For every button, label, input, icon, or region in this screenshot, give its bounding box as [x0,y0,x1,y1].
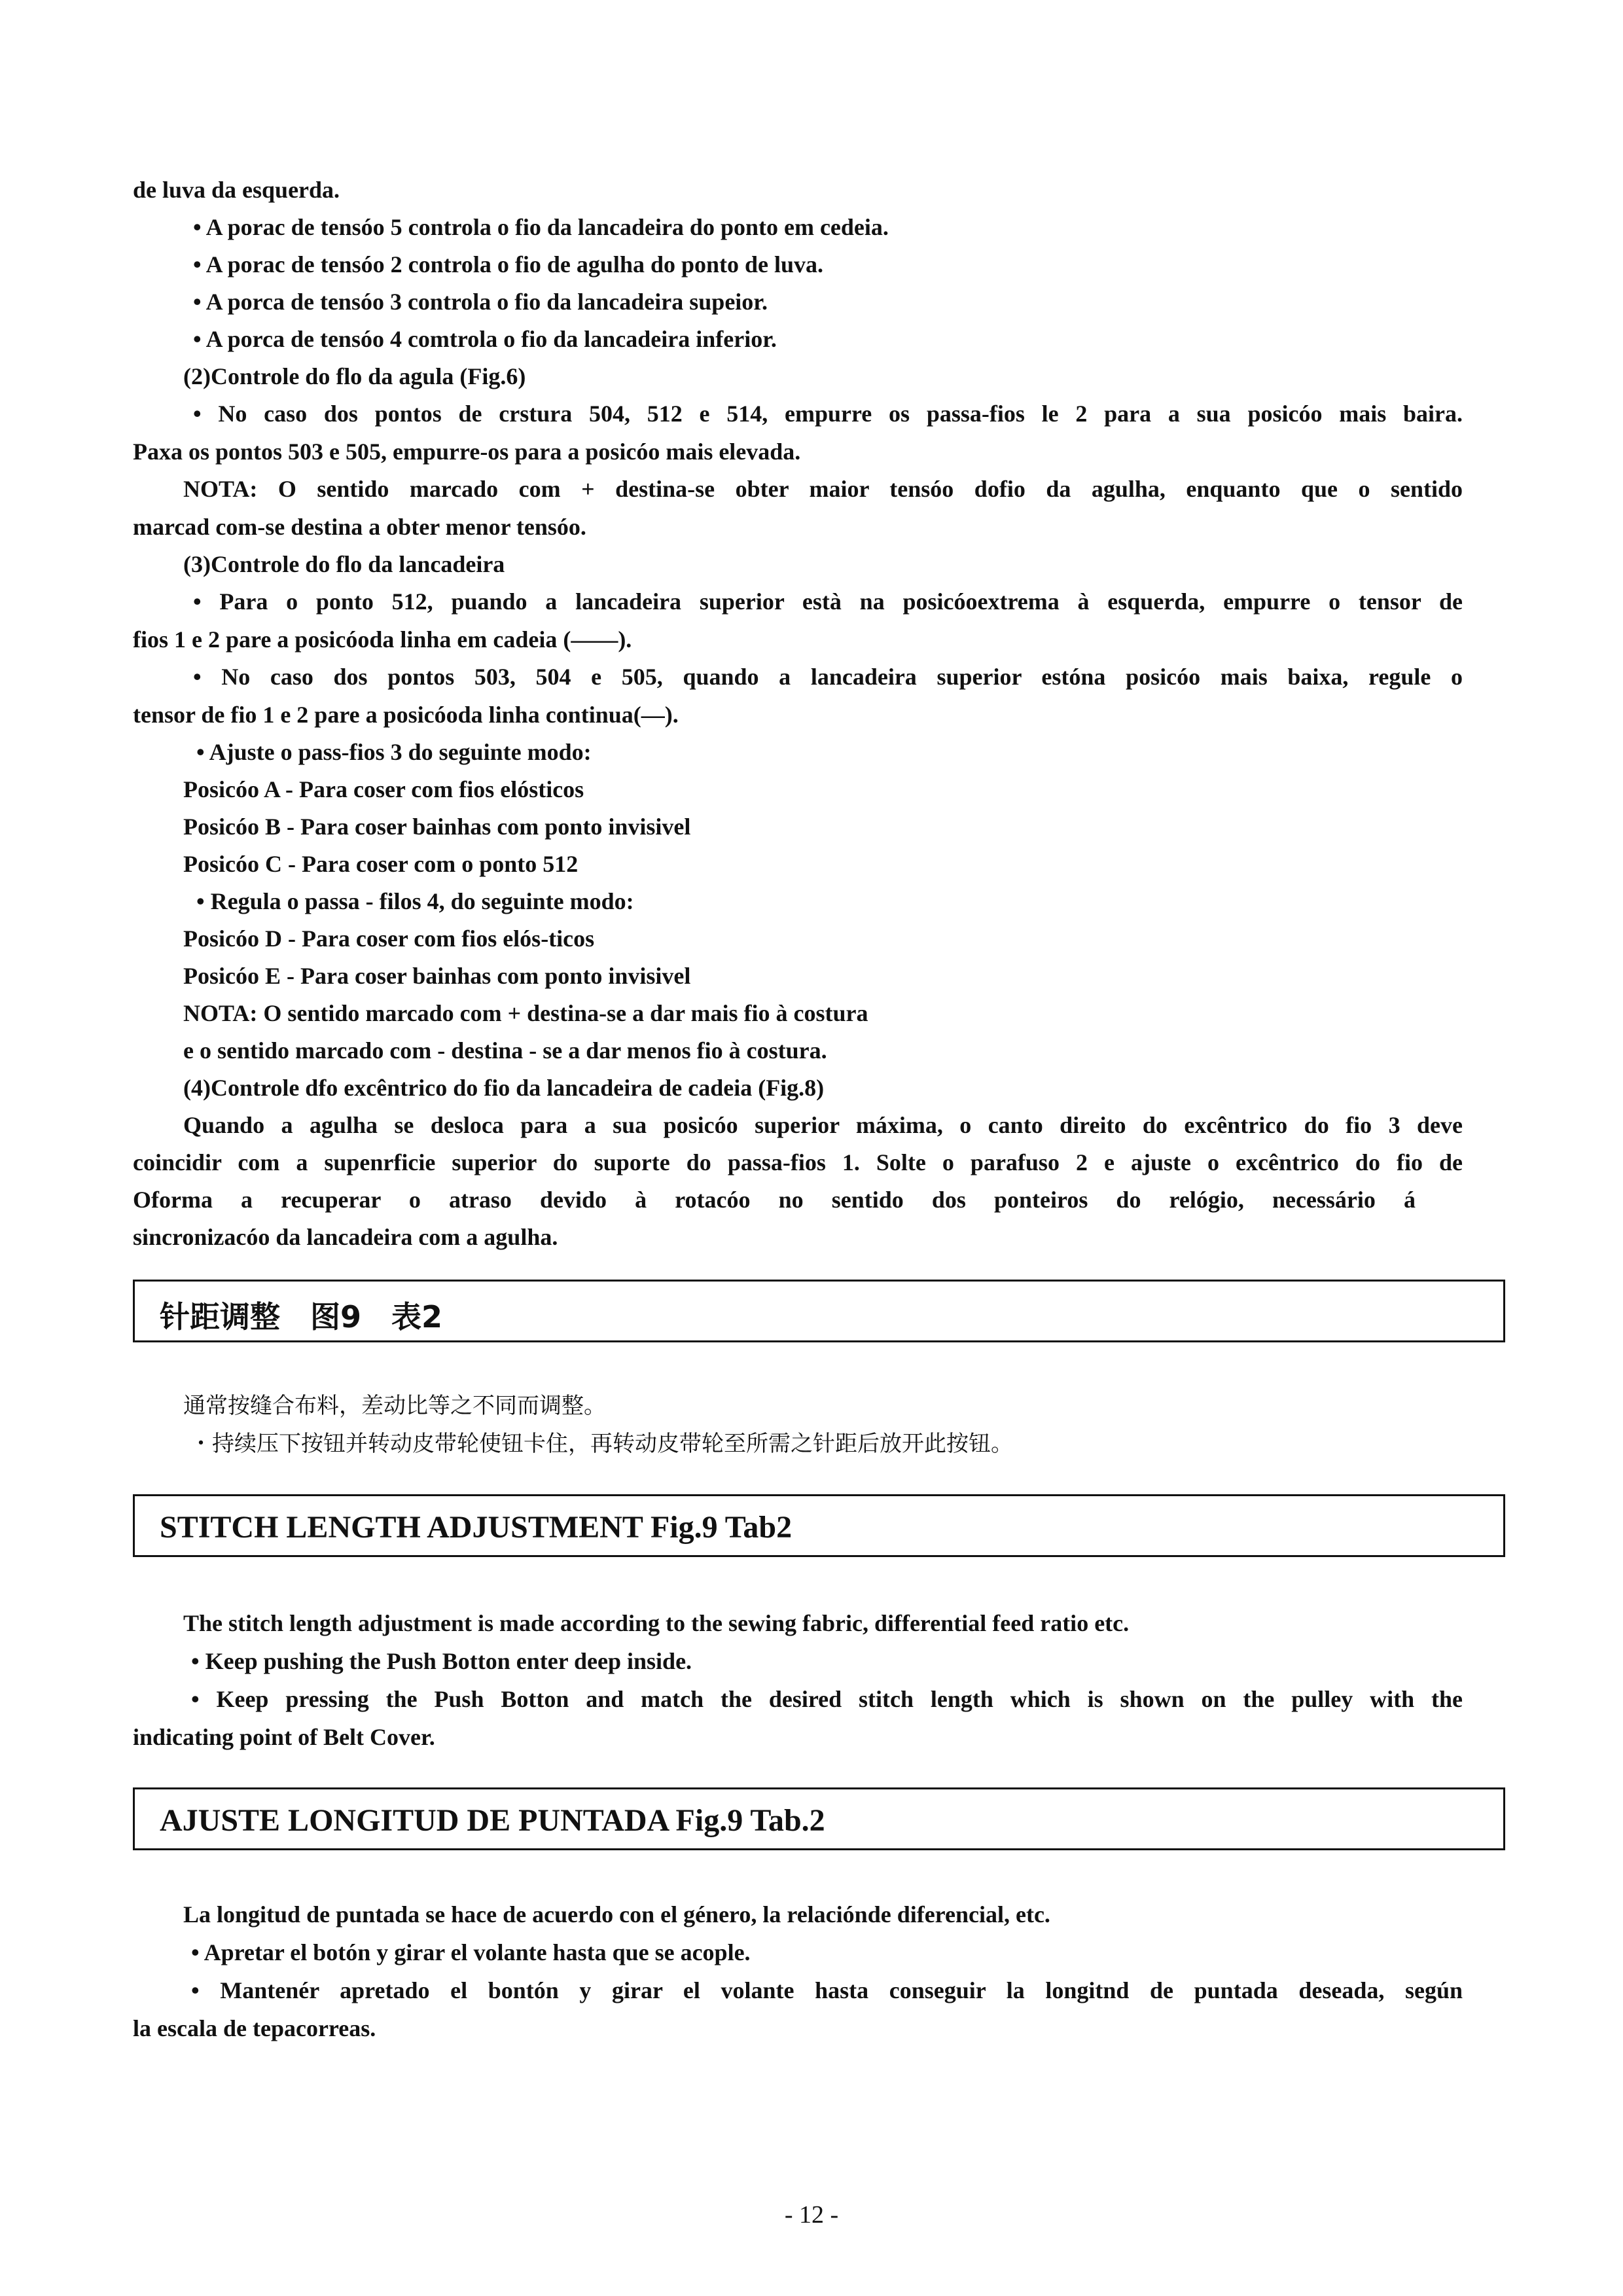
pt-line: e o sentido marcado com - destina - se a dar menos fio à costura. [183,1037,827,1064]
pt-line: Oforma a recuperar o atraso devido à rotacóo no sentido dos ponteiros do relógio, necessário á [133,1187,1416,1213]
pt-line: • A porca de tensóo 4 comtrola o fio da lancadeira inferior. [193,326,777,352]
pt-line: Paxa os pontos 503 e 505, empurre-os para a posicóo mais elevada. [133,439,801,465]
spanish-heading: AJUSTE LONGITUD DE PUNTADA Fig.9 Tab.2 [160,1803,825,1838]
pt-line: tensor de fio 1 e 2 pare a posicóoda linha continua(—). [133,702,679,728]
pt-line: • Regula o passa - filos 4, do seguinte modo: [196,888,634,914]
pt-line: • A porac de tensóo 2 controla o fio de agulha do ponto de luva. [193,251,824,278]
cn-line: 通常按缝合布料，差动比等之不同而调整。 [183,1393,606,1419]
en-line: • Keep pushing the Push Botton enter deep inside. [191,1648,692,1674]
pt-line: sincronizacóo da lancadeira com a agulha. [133,1224,558,1250]
pt-subheading: (2)Controle do flo da agula (Fig.6) [183,363,526,389]
pt-line: Posicóo B - Para coser bainhas com ponto invisivel [183,814,691,840]
es-line: • Apretar el botón y girar el volante hasta que se acople. [191,1939,751,1965]
en-line: • Keep pressing the Push Botton and match the desired stitch length which is shown on the pulley with the [191,1686,1463,1712]
pt-line: • A porca de tensóo 3 controla o fio da lancadeira supeior. [193,289,768,315]
pt-note: NOTA: O sentido marcado com + destina-se obter maior tensóo dofio da agulha, enquanto que o sentido [183,476,1463,502]
pt-line: Quando a agulha se desloca para a sua posicóo superior máxima, o canto direito do excêntrico do fio 3 deve [183,1112,1463,1138]
chinese-heading: 针距调整 图9 表2 [160,1299,443,1335]
pt-line: Posicóo A - Para coser com fios elósticos [183,776,584,802]
pt-line: • A porac de tensóo 5 controla o fio da lancadeira do ponto em cedeia. [193,214,889,240]
pt-line: • Ajuste o pass-fios 3 do seguinte modo: [196,739,592,765]
page-number: - 12 - [784,2201,839,2229]
pt-note: NOTA: O sentido marcado com + destina-se a dar mais fio à costura [183,1000,868,1026]
pt-line: coincidir com a supenrficie superior do suporte do passa-fios 1. Solte o parafuso 2 e ajuste o excêntrico do fio de [133,1149,1463,1175]
es-line: La longitud de puntada se hace de acuerdo con el género, la relaciónde diferencial, etc. [183,1901,1050,1928]
es-line: la escala de tepacorreas. [133,2015,376,2041]
es-line: • Mantenér apretado el bontón y girar el volante hasta conseguir la longitnd de puntada deseada, según [191,1977,1463,2003]
en-line: The stitch length adjustment is made according to the sewing fabric, differential feed ratio etc. [183,1610,1130,1636]
en-line: indicating point of Belt Cover. [133,1724,435,1750]
spanish-heading-box [133,1787,1505,1850]
pt-line: • Para o ponto 512, puando a lancadeira superior està na posicóoextrema à esquerda, empurre o tensor de [193,588,1463,615]
pt-line: Posicóo C - Para coser com o ponto 512 [183,851,579,877]
pt-line: • No caso dos pontos 503, 504 e 505, quando a lancadeira superior estóna posicóo mais baixa, regule o [193,664,1463,690]
pt-line: de luva da esquerda. [133,177,340,203]
chinese-heading-box [133,1280,1505,1342]
pt-line: • No caso dos pontos de crstura 504, 512 e 514, empurre os passa-fios le 2 para a sua posicóo mais baira. [193,401,1463,427]
pt-line: Posicóo D - Para coser com fios elós-ticos [183,925,595,952]
pt-line: fios 1 e 2 pare a posicóoda linha em cadeia (——). [133,626,632,653]
pt-subheading: (4)Controle dfo excêntrico do fio da lancadeira de cadeia (Fig.8) [183,1075,825,1101]
cn-line: ・持续压下按钮并转动皮带轮使钮卡住，再转动皮带轮至所需之针距后放开此按钮。 [190,1431,1013,1457]
pt-line: Posicóo E - Para coser bainhas com ponto invisivel [183,963,691,989]
pt-line: marcad com-se destina a obter menor tensóo. [133,514,586,540]
english-heading: STITCH LENGTH ADJUSTMENT Fig.9 Tab2 [160,1510,793,1545]
english-heading-box [133,1494,1505,1557]
pt-subheading: (3)Controle do flo da lancadeira [183,551,505,577]
